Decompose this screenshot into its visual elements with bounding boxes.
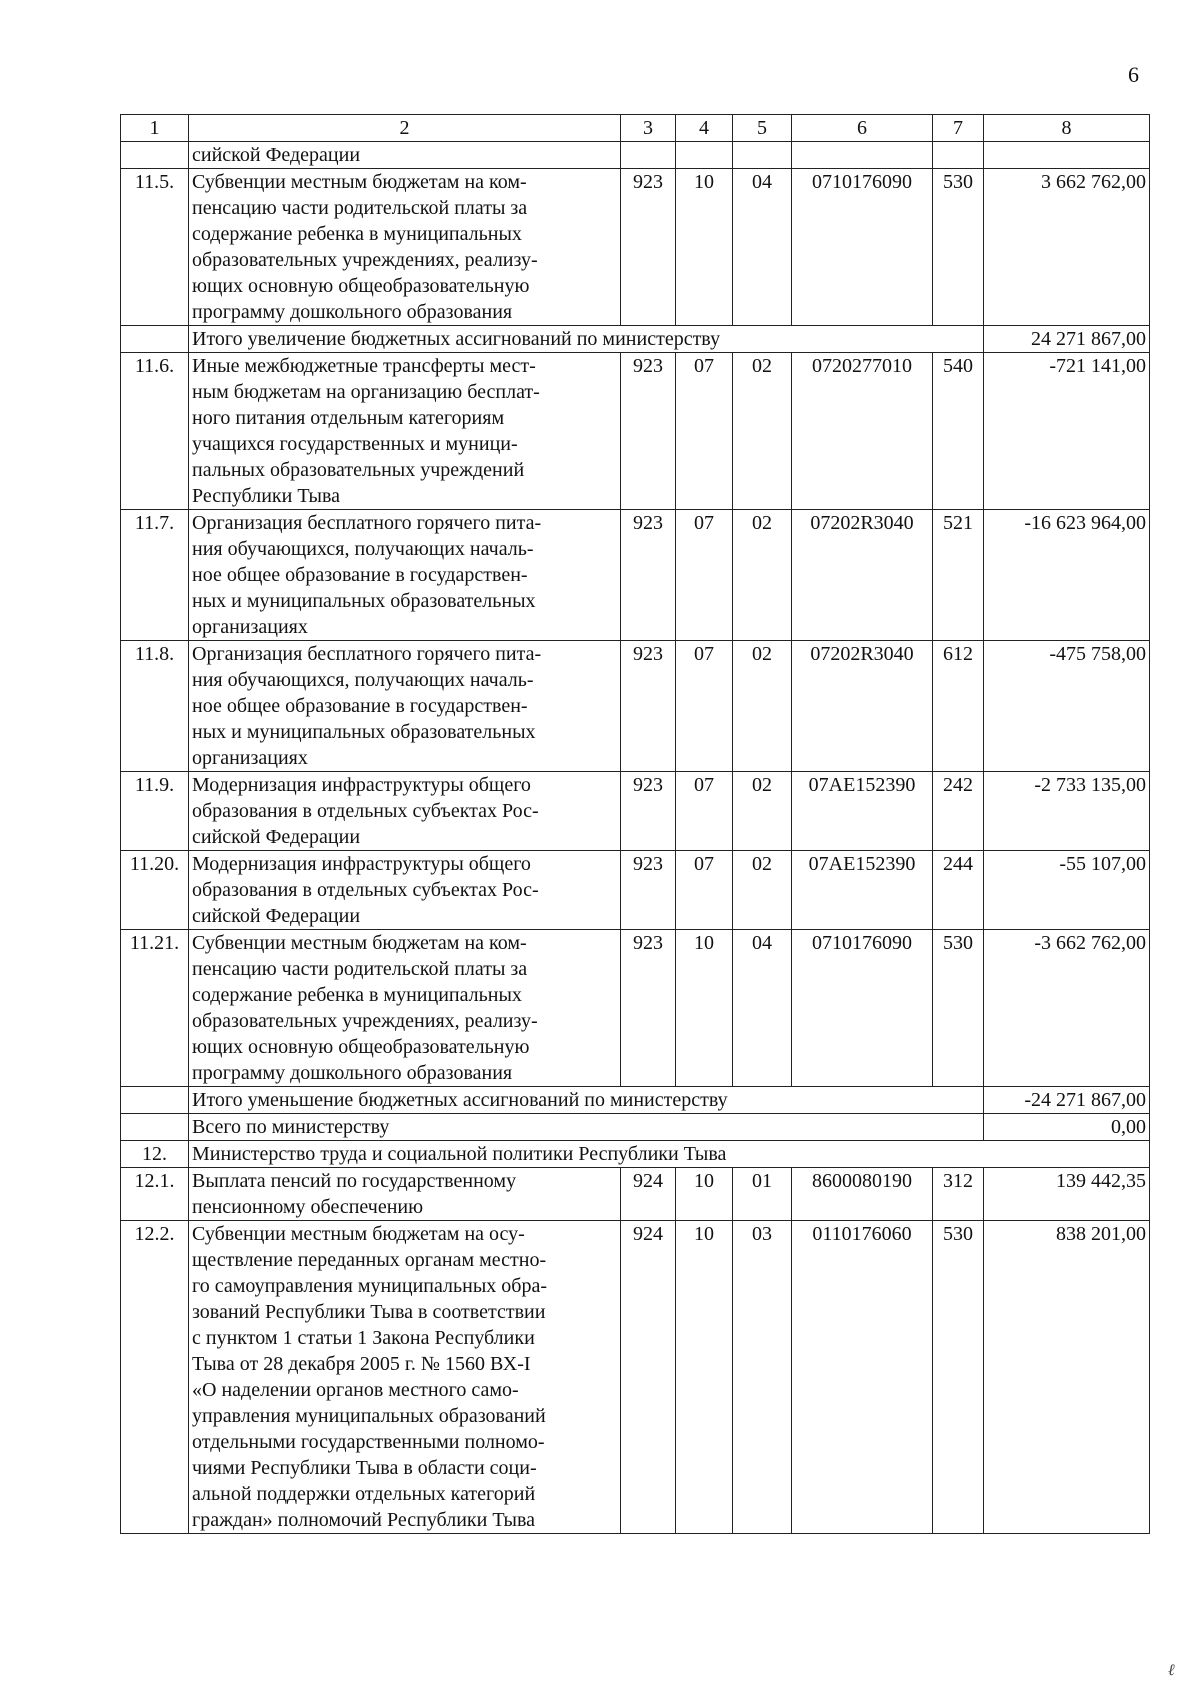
code-section: 07 — [676, 851, 733, 930]
row-description: Иные межбюджетные трансферты мест- ным бюджетам на организацию бесплат- ного питания отдельным категориям учащихся государственных и муници- пальных образовательных учреждений Республики Тыва — [189, 353, 621, 510]
row-description: Субвенции местным бюджетам на осу- ществление переданных органам местно- го самоуправления муниципальных обра- зований Республики Тыва в соответствии с пунктом 1 статьи 1 Закона Республики Тыва от 28 декабря 2005 г. № 1560 ВХ-I «О наделении органов местного само- управления муниципальных образований отдельными государственными полномо- чиями Республики Тыва в области соци- альной поддержки отдельных категорий граждан» полномочий Республики Тыва — [189, 1221, 621, 1534]
total-label: Итого уменьшение бюджетных ассигнований по министерству — [189, 1087, 984, 1114]
code-expense-type: 244 — [933, 851, 984, 930]
row-number — [121, 1087, 189, 1114]
code-ministry — [621, 142, 676, 169]
table-row — [121, 510, 1150, 641]
row-number — [121, 1114, 189, 1141]
amount: -721 141,00 — [984, 353, 1150, 510]
code-section: 10 — [676, 1168, 733, 1221]
row-description: Модернизация инфраструктуры общего образования в отдельных субъектах Рос- сийской Федерации — [189, 851, 621, 930]
code-section — [676, 142, 733, 169]
section-title: Министерство труда и социальной политики Республики Тыва — [189, 1141, 1150, 1168]
code-subsection: 02 — [733, 510, 792, 641]
code-subsection: 02 — [733, 772, 792, 851]
page-number: 6 — [1128, 62, 1139, 87]
row-description: Субвенции местным бюджетам на ком- пенсацию части родительской платы за содержание ребенка в муниципальных образовательных учреждениях, реализу- ющих основную общеобразовательную программу дошкольного образования — [189, 169, 621, 326]
row-number: 11.8. — [121, 641, 189, 772]
code-expense-type: 521 — [933, 510, 984, 641]
total-row — [121, 1087, 1150, 1114]
code-ministry: 923 — [621, 641, 676, 772]
row-description: Организация бесплатного горячего пита- ния обучающихся, получающих началь- ное общее образование в государствен- ных и муниципальных образовательных организациях — [189, 510, 621, 641]
code-ministry: 923 — [621, 851, 676, 930]
row-number: 11.9. — [121, 772, 189, 851]
row-number: 12.2. — [121, 1221, 189, 1534]
handwritten-mark: ℓ — [1168, 1662, 1175, 1679]
total-amount: 0,00 — [984, 1114, 1150, 1141]
column-header: 7 — [933, 115, 984, 142]
code-subsection: 03 — [733, 1221, 792, 1534]
row-number — [121, 142, 189, 169]
code-target-article: 0110176060 — [792, 1221, 933, 1534]
total-row — [121, 1114, 1150, 1141]
code-expense-type — [933, 142, 984, 169]
total-label: Всего по министерству — [189, 1114, 984, 1141]
row-number: 11.6. — [121, 353, 189, 510]
code-section: 10 — [676, 169, 733, 326]
code-subsection: 04 — [733, 169, 792, 326]
row-number: 11.7. — [121, 510, 189, 641]
code-ministry: 923 — [621, 510, 676, 641]
table-row — [121, 1221, 1150, 1534]
code-section: 07 — [676, 772, 733, 851]
table-row — [121, 169, 1150, 326]
code-ministry: 923 — [621, 772, 676, 851]
budget-table — [120, 114, 1150, 1534]
code-target-article: 07AE152390 — [792, 851, 933, 930]
table-row — [121, 353, 1150, 510]
table-row — [121, 1168, 1150, 1221]
code-section: 07 — [676, 641, 733, 772]
column-header: 4 — [676, 115, 733, 142]
code-section: 10 — [676, 930, 733, 1087]
column-header: 6 — [792, 115, 933, 142]
table-row — [121, 142, 1150, 169]
code-target-article: 07202R3040 — [792, 641, 933, 772]
code-expense-type: 540 — [933, 353, 984, 510]
code-expense-type: 612 — [933, 641, 984, 772]
column-header: 2 — [189, 115, 621, 142]
table-row — [121, 851, 1150, 930]
table-row — [121, 772, 1150, 851]
code-target-article: 0710176090 — [792, 169, 933, 326]
column-header: 8 — [984, 115, 1150, 142]
row-description: сийской Федерации — [189, 142, 621, 169]
code-target-article: 0720277010 — [792, 353, 933, 510]
code-expense-type: 312 — [933, 1168, 984, 1221]
code-target-article — [792, 142, 933, 169]
column-header: 1 — [121, 115, 189, 142]
code-subsection: 02 — [733, 641, 792, 772]
row-number: 12. — [121, 1141, 189, 1168]
row-description: Организация бесплатного горячего пита- ния обучающихся, получающих началь- ное общее образование в государствен- ных и муниципальных образовательных организациях — [189, 641, 621, 772]
code-target-article: 07202R3040 — [792, 510, 933, 641]
amount: 139 442,35 — [984, 1168, 1150, 1221]
amount: 3 662 762,00 — [984, 169, 1150, 326]
total-row — [121, 326, 1150, 353]
row-number: 11.21. — [121, 930, 189, 1087]
code-ministry: 923 — [621, 930, 676, 1087]
code-expense-type: 530 — [933, 169, 984, 326]
amount: -3 662 762,00 — [984, 930, 1150, 1087]
amount — [984, 142, 1150, 169]
table-row — [121, 641, 1150, 772]
row-number: 12.1. — [121, 1168, 189, 1221]
code-section: 10 — [676, 1221, 733, 1534]
row-number: 11.5. — [121, 169, 189, 326]
table-row — [121, 930, 1150, 1087]
amount: 838 201,00 — [984, 1221, 1150, 1534]
code-expense-type: 530 — [933, 930, 984, 1087]
code-expense-type: 530 — [933, 1221, 984, 1534]
code-section: 07 — [676, 353, 733, 510]
code-expense-type: 242 — [933, 772, 984, 851]
code-ministry: 924 — [621, 1168, 676, 1221]
column-header: 3 — [621, 115, 676, 142]
amount: -16 623 964,00 — [984, 510, 1150, 641]
row-description: Субвенции местным бюджетам на ком- пенсацию части родительской платы за содержание ребенка в муниципальных образовательных учреждениях, реализу- ющих основную общеобразовательную программу дошкольного образования — [189, 930, 621, 1087]
amount: -475 758,00 — [984, 641, 1150, 772]
amount: -2 733 135,00 — [984, 772, 1150, 851]
code-target-article: 8600080190 — [792, 1168, 933, 1221]
row-number: 11.20. — [121, 851, 189, 930]
code-subsection: 01 — [733, 1168, 792, 1221]
code-subsection: 04 — [733, 930, 792, 1087]
column-header: 5 — [733, 115, 792, 142]
code-target-article: 07AE152390 — [792, 772, 933, 851]
row-description: Модернизация инфраструктуры общего образования в отдельных субъектах Рос- сийской Федерации — [189, 772, 621, 851]
code-subsection: 02 — [733, 353, 792, 510]
table-header-row — [121, 115, 1150, 142]
row-number — [121, 326, 189, 353]
row-description: Выплата пенсий по государственному пенсионному обеспечению — [189, 1168, 621, 1221]
code-target-article: 0710176090 — [792, 930, 933, 1087]
code-subsection: 02 — [733, 851, 792, 930]
code-subsection — [733, 142, 792, 169]
total-amount: 24 271 867,00 — [984, 326, 1150, 353]
total-label: Итого увеличение бюджетных ассигнований по министерству — [189, 326, 984, 353]
code-ministry: 923 — [621, 353, 676, 510]
code-ministry: 923 — [621, 169, 676, 326]
section-row — [121, 1141, 1150, 1168]
code-section: 07 — [676, 510, 733, 641]
code-ministry: 924 — [621, 1221, 676, 1534]
amount: -55 107,00 — [984, 851, 1150, 930]
total-amount: -24 271 867,00 — [984, 1087, 1150, 1114]
